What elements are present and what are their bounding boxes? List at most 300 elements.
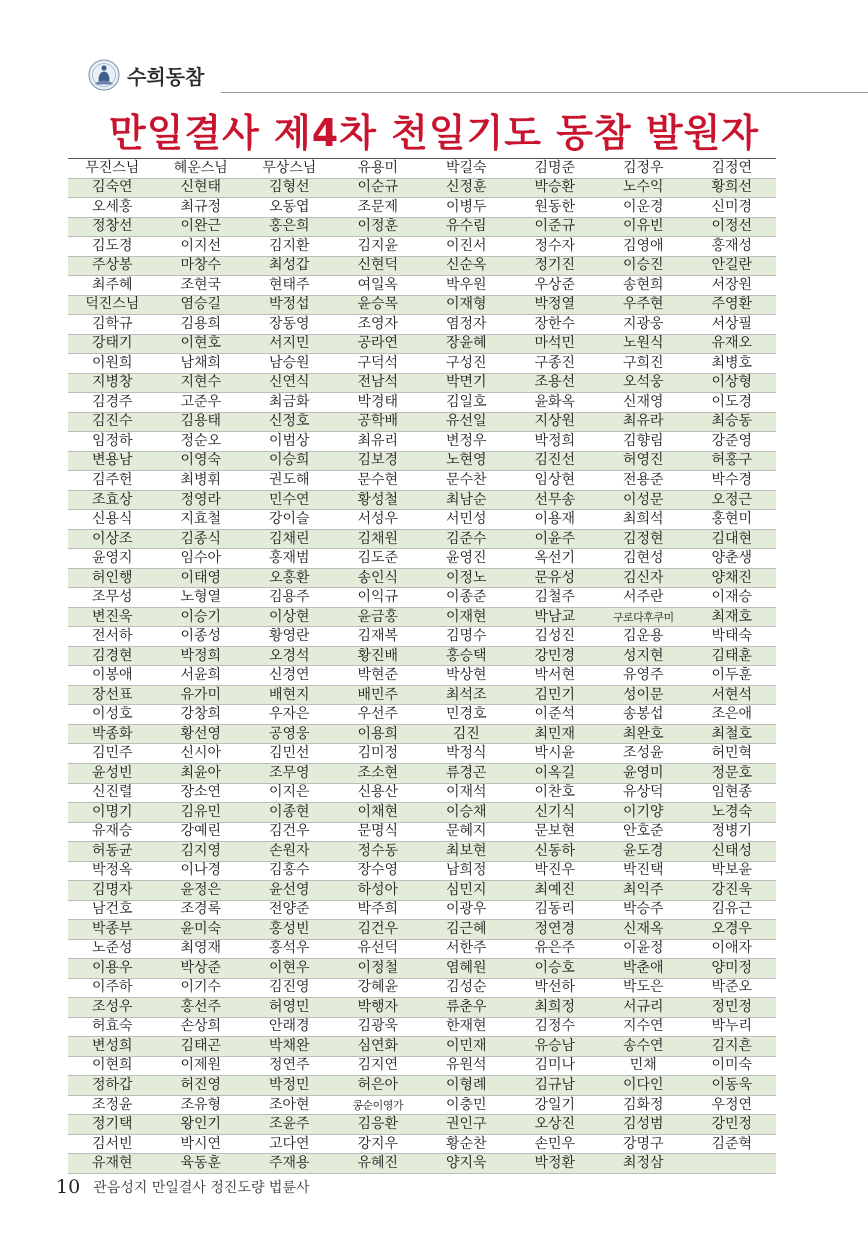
name-cell: 최완호 (599, 724, 688, 744)
name-cell: 신현태 (157, 178, 246, 198)
name-cell: 이윤정 (599, 939, 688, 959)
name-cell: 이정노 (422, 568, 511, 588)
name-cell: 문혜지 (422, 822, 511, 842)
name-cell: 이진서 (422, 237, 511, 257)
name-cell: 황영란 (245, 627, 334, 647)
name-cell: 허영진 (599, 451, 688, 471)
name-cell: 윤영진 (422, 549, 511, 569)
name-cell: 여일옥 (334, 276, 423, 296)
name-cell: 김건우 (245, 822, 334, 842)
name-cell: 김형선 (245, 178, 334, 198)
name-cell: 윤정은 (157, 881, 246, 901)
name-cell: 김태곤 (157, 1037, 246, 1057)
name-cell: 무상스님 (245, 159, 334, 179)
name-cell: 박종화 (68, 724, 157, 744)
name-cell: 황순찬 (422, 1134, 511, 1154)
name-cell: 혜운스님 (157, 159, 246, 179)
name-cell: 정하갑 (68, 1076, 157, 1096)
name-cell: 서한주 (422, 939, 511, 959)
name-cell: 조윤주 (245, 1115, 334, 1135)
name-cell: 이지은 (245, 783, 334, 803)
section-title: 수희동참 (127, 65, 205, 89)
table-row (68, 666, 776, 686)
name-cell: 서규리 (599, 998, 688, 1018)
name-cell: 임상현 (511, 471, 600, 491)
name-cell: 염승길 (157, 295, 246, 315)
name-cell: 신기식 (511, 803, 600, 823)
name-cell: 오석웅 (599, 373, 688, 393)
name-cell: 서민성 (422, 510, 511, 530)
name-cell: 조현국 (157, 276, 246, 296)
name-cell: 장윤혜 (422, 334, 511, 354)
name-cell: 이상조 (68, 529, 157, 549)
name-cell: 정병기 (688, 822, 777, 842)
name-cell: 박정섭 (245, 295, 334, 315)
name-cell: 이재형 (422, 295, 511, 315)
name-cell: 신경연 (245, 666, 334, 686)
name-cell: 김향림 (599, 432, 688, 452)
name-cell: 박진택 (599, 861, 688, 881)
name-cell: 김성범 (599, 1115, 688, 1135)
table-row (68, 412, 776, 432)
name-cell: 정연경 (511, 920, 600, 940)
name-cell: 윤영미 (599, 763, 688, 783)
name-cell: 김용주 (245, 588, 334, 608)
name-cell: 이완근 (157, 217, 246, 237)
name-cell: 서현석 (688, 685, 777, 705)
name-cell: 심연화 (334, 1037, 423, 1057)
name-cell: 박승환 (511, 178, 600, 198)
name-cell: 조은애 (688, 705, 777, 725)
name-cell: 공라연 (334, 334, 423, 354)
name-cell: 김지연 (334, 1056, 423, 1076)
name-cell: 강명구 (599, 1134, 688, 1154)
table-row (68, 1115, 776, 1135)
name-cell: 안래경 (245, 1017, 334, 1037)
name-cell: 신용식 (68, 510, 157, 530)
name-cell: 박남교 (511, 607, 600, 627)
name-cell: 이종현 (245, 803, 334, 823)
name-cell: 김명준 (511, 159, 600, 179)
name-cell: 김종식 (157, 529, 246, 549)
name-cell: 이지선 (157, 237, 246, 257)
table-row (68, 744, 776, 764)
name-cell: 정순오 (157, 432, 246, 452)
name-cell: 이찬호 (511, 783, 600, 803)
name-cell: 정민정 (688, 998, 777, 1018)
name-cell: 문유성 (511, 568, 600, 588)
name-cell: 류춘우 (422, 998, 511, 1018)
name-cell: 남채희 (157, 354, 246, 374)
name-cell: 우선주 (334, 705, 423, 725)
name-cell: 하성아 (334, 881, 423, 901)
name-cell: 우자은 (245, 705, 334, 725)
name-cell: 박승주 (599, 900, 688, 920)
name-cell: 양춘생 (688, 549, 777, 569)
name-cell: 강예린 (157, 822, 246, 842)
name-cell: 문수현 (334, 471, 423, 491)
name-cell: 주영환 (688, 295, 777, 315)
table-row (68, 803, 776, 823)
name-cell: 김지영 (157, 842, 246, 862)
name-cell: 이승호 (511, 959, 600, 979)
name-cell: 황선영 (157, 724, 246, 744)
table-row (68, 354, 776, 374)
name-cell: 김태훈 (688, 646, 777, 666)
name-cell: 최성갑 (245, 256, 334, 276)
name-cell: 박선하 (511, 978, 600, 998)
table-row (68, 178, 776, 198)
name-cell: 노경숙 (688, 803, 777, 823)
name-cell: 홍석우 (245, 939, 334, 959)
table-row (68, 998, 776, 1018)
name-cell: 이종성 (157, 627, 246, 647)
name-cell: 박진우 (511, 861, 600, 881)
table-row (68, 237, 776, 257)
name-cell: 전양준 (245, 900, 334, 920)
name-cell: 남승원 (245, 354, 334, 374)
table-row (68, 783, 776, 803)
name-cell: 옥선기 (511, 549, 600, 569)
name-cell: 구성진 (422, 354, 511, 374)
name-cell: 최보현 (422, 842, 511, 862)
name-cell: 전서하 (68, 627, 157, 647)
name-cell: 김주헌 (68, 471, 157, 491)
name-cell: 허동균 (68, 842, 157, 862)
name-cell: 조성윤 (599, 744, 688, 764)
name-cell: 박정희 (157, 646, 246, 666)
name-cell: 강지우 (334, 1134, 423, 1154)
name-cell: 이종준 (422, 588, 511, 608)
name-cell: 현태주 (245, 276, 334, 296)
name-cell: 신정호 (245, 412, 334, 432)
name-cell: 박현준 (334, 666, 423, 686)
table-row (68, 1095, 776, 1115)
name-cell: 공학배 (334, 412, 423, 432)
name-cell: 최희정 (511, 998, 600, 1018)
name-cell: 지효철 (157, 510, 246, 530)
name-cell: 유선덕 (334, 939, 423, 959)
name-cell: 이주하 (68, 978, 157, 998)
name-cell: 이충민 (422, 1095, 511, 1115)
name-cell: 강진욱 (688, 881, 777, 901)
name-cell: 김일호 (422, 393, 511, 413)
name-cell: 박종부 (68, 920, 157, 940)
name-cell: 이승기 (157, 607, 246, 627)
name-cell: 강일기 (511, 1095, 600, 1115)
name-cell: 이범상 (245, 432, 334, 452)
name-cell: 최승동 (688, 412, 777, 432)
name-cell: 김화정 (599, 1095, 688, 1115)
name-cell: 박수경 (688, 471, 777, 491)
name-cell: 문수찬 (422, 471, 511, 491)
name-cell: 김보경 (334, 451, 423, 471)
name-cell: 이현호 (157, 334, 246, 354)
name-cell: 유재오 (688, 334, 777, 354)
name-cell: 허진영 (157, 1076, 246, 1096)
name-cell: 임수아 (157, 549, 246, 569)
name-cell: 이현우 (245, 959, 334, 979)
name-cell: 윤미숙 (157, 920, 246, 940)
name-cell: 이운경 (599, 198, 688, 218)
name-cell: 최유리 (334, 432, 423, 452)
name-cell: 박길숙 (422, 159, 511, 179)
name-cell: 구로다후쿠미 (599, 607, 688, 627)
name-cell: 조유형 (157, 1095, 246, 1115)
name-cell: 최규정 (157, 198, 246, 218)
name-cell: 오세홍 (68, 198, 157, 218)
name-cell: 민채 (599, 1056, 688, 1076)
name-cell: 이옥길 (511, 763, 600, 783)
table-row (68, 842, 776, 862)
name-cell: 오정근 (688, 490, 777, 510)
name-cell: 김민선 (245, 744, 334, 764)
name-cell: 원동한 (511, 198, 600, 218)
name-cell: 김현성 (599, 549, 688, 569)
table-row (68, 432, 776, 452)
name-cell: 박행자 (334, 998, 423, 1018)
name-cell: 이채현 (334, 803, 423, 823)
name-cell: 정문호 (688, 763, 777, 783)
table-row (68, 1017, 776, 1037)
name-cell: 이제원 (157, 1056, 246, 1076)
name-cell: 송인식 (334, 568, 423, 588)
name-cell: 이익규 (334, 588, 423, 608)
name-cell: 서성우 (334, 510, 423, 530)
name-cell: 허인행 (68, 568, 157, 588)
name-cell: 윤화옥 (511, 393, 600, 413)
name-cell: 강혜윤 (334, 978, 423, 998)
name-cell: 민수연 (245, 490, 334, 510)
name-cell: 조영자 (334, 315, 423, 335)
name-cell: 염정자 (422, 315, 511, 335)
name-cell: 송봉섭 (599, 705, 688, 725)
name-cell: 유영주 (599, 666, 688, 686)
table-row (68, 920, 776, 940)
name-cell: 조아현 (245, 1095, 334, 1115)
name-cell: 강창희 (157, 705, 246, 725)
name-cell: 김미나 (511, 1056, 600, 1076)
name-cell: 김정수 (511, 1017, 600, 1037)
name-cell: 최윤아 (157, 763, 246, 783)
name-cell: 이기양 (599, 803, 688, 823)
table-row (68, 822, 776, 842)
table-row (68, 978, 776, 998)
table-row (68, 1154, 776, 1174)
name-cell: 구종진 (511, 354, 600, 374)
name-cell: 강민정 (688, 1115, 777, 1135)
name-cell: 강이슬 (245, 510, 334, 530)
table-row (68, 510, 776, 530)
name-cell: 임현종 (688, 783, 777, 803)
table-row (68, 334, 776, 354)
name-cell: 김경현 (68, 646, 157, 666)
name-cell: 오동엽 (245, 198, 334, 218)
name-cell: 조무성 (68, 588, 157, 608)
name-cell: 남희정 (422, 861, 511, 881)
name-cell: 유상덕 (599, 783, 688, 803)
table-row (68, 627, 776, 647)
name-cell: 허홍구 (688, 451, 777, 471)
table-row (68, 763, 776, 783)
name-cell: 김대현 (688, 529, 777, 549)
name-cell: 김응환 (334, 1115, 423, 1135)
name-cell: 이명기 (68, 803, 157, 823)
name-cell: 양채진 (688, 568, 777, 588)
name-cell: 최영재 (157, 939, 246, 959)
name-cell: 박우원 (422, 276, 511, 296)
name-cell: 최주혜 (68, 276, 157, 296)
name-cell: 조문제 (334, 198, 423, 218)
name-cell: 김용희 (157, 315, 246, 335)
name-cell: 박정환 (511, 1154, 600, 1174)
name-cell: 선무송 (511, 490, 600, 510)
name-cell: 박시연 (157, 1134, 246, 1154)
name-cell: 오경석 (245, 646, 334, 666)
table-row (68, 1056, 776, 1076)
name-cell: 손원자 (245, 842, 334, 862)
name-cell: 이승희 (245, 451, 334, 471)
name-cell: 이용재 (511, 510, 600, 530)
name-cell: 신시아 (157, 744, 246, 764)
name-cell: 노수익 (599, 178, 688, 198)
name-cell: 양미정 (688, 959, 777, 979)
name-cell: 심민지 (422, 881, 511, 901)
name-cell: 신정훈 (422, 178, 511, 198)
name-cell: 서주란 (599, 588, 688, 608)
name-cell: 박정식 (422, 744, 511, 764)
name-cell: 오경우 (688, 920, 777, 940)
name-cell: 김도준 (334, 549, 423, 569)
name-cell: 성지현 (599, 646, 688, 666)
name-cell: 김진선 (511, 451, 600, 471)
name-cell: 김규남 (511, 1076, 600, 1096)
table-row (68, 881, 776, 901)
name-cell: 육동훈 (157, 1154, 246, 1174)
name-cell: 정기진 (511, 256, 600, 276)
name-cell: 윤선영 (245, 881, 334, 901)
table-row (68, 724, 776, 744)
name-cell: 김명수 (422, 627, 511, 647)
name-cell: 지상원 (511, 412, 600, 432)
name-cell: 이재승 (688, 588, 777, 608)
name-cell: 김진수 (68, 412, 157, 432)
name-cell: 박춘애 (599, 959, 688, 979)
name-cell: 김영애 (599, 237, 688, 257)
name-cell: 이기수 (157, 978, 246, 998)
table-row (68, 939, 776, 959)
name-cell: 무진스님 (68, 159, 157, 179)
name-cell: 변용남 (68, 451, 157, 471)
name-cell: 박보윤 (688, 861, 777, 881)
name-cell: 우상준 (511, 276, 600, 296)
name-cell: 신현덕 (334, 256, 423, 276)
name-cell: 박시윤 (511, 744, 600, 764)
name-cell: 서지민 (245, 334, 334, 354)
name-cell: 손상희 (157, 1017, 246, 1037)
name-cell: 이재현 (422, 607, 511, 627)
name-cell: 김성진 (511, 627, 600, 647)
name-cell: 홍성빈 (245, 920, 334, 940)
name-cell: 이준규 (511, 217, 600, 237)
name-cell: 임정하 (68, 432, 157, 452)
name-cell: 이승채 (422, 803, 511, 823)
name-cell: 이두훈 (688, 666, 777, 686)
table-row (68, 256, 776, 276)
name-cell: 조성우 (68, 998, 157, 1018)
name-cell: 덕진스님 (68, 295, 157, 315)
name-cell: 장소연 (157, 783, 246, 803)
table-row (68, 315, 776, 335)
name-cell: 신재옥 (599, 920, 688, 940)
participant-names-table (68, 158, 776, 1174)
name-cell: 이준석 (511, 705, 600, 725)
name-cell: 김학규 (68, 315, 157, 335)
name-cell: 구덕석 (334, 354, 423, 374)
name-cell: 변정우 (422, 432, 511, 452)
table-row (68, 861, 776, 881)
name-cell: 왕인기 (157, 1115, 246, 1135)
name-cell: 유혜진 (334, 1154, 423, 1174)
table-row (68, 549, 776, 569)
name-cell: 서장원 (688, 276, 777, 296)
name-cell: 이용희 (334, 724, 423, 744)
name-cell: 박경태 (334, 393, 423, 413)
name-cell: 안길란 (688, 256, 777, 276)
name-cell: 조경록 (157, 900, 246, 920)
name-cell: 최병휘 (157, 471, 246, 491)
name-cell: 김재복 (334, 627, 423, 647)
name-cell: 이현희 (68, 1056, 157, 1076)
name-cell: 허은아 (334, 1076, 423, 1096)
table-row (68, 490, 776, 510)
table-row (68, 529, 776, 549)
name-cell: 김지흔 (688, 1037, 777, 1057)
name-cell: 장수영 (334, 861, 423, 881)
name-cell: 최재호 (688, 607, 777, 627)
table-row (68, 217, 776, 237)
name-cell: 박정희 (511, 432, 600, 452)
name-cell: 문보현 (511, 822, 600, 842)
name-cell: 박정민 (245, 1076, 334, 1096)
name-cell: 신연식 (245, 373, 334, 393)
name-cell: 윤승목 (334, 295, 423, 315)
name-cell: 류경곤 (422, 763, 511, 783)
name-cell: 최민재 (511, 724, 600, 744)
name-cell: 유승남 (511, 1037, 600, 1057)
name-cell: 김채린 (245, 529, 334, 549)
name-cell: 윤영지 (68, 549, 157, 569)
name-cell: 민경호 (422, 705, 511, 725)
name-cell: 황희선 (688, 178, 777, 198)
name-cell: 이용우 (68, 959, 157, 979)
name-cell: 김도경 (68, 237, 157, 257)
name-cell: 지병창 (68, 373, 157, 393)
name-cell: 성이문 (599, 685, 688, 705)
name-cell: 권도해 (245, 471, 334, 491)
name-cell: 최예진 (511, 881, 600, 901)
name-cell: 이상형 (688, 373, 777, 393)
name-cell: 콩순이영가 (334, 1095, 423, 1115)
name-cell: 김용태 (157, 412, 246, 432)
page-title: 만일결사 제4차 천일기도 동참 발원자 (109, 111, 759, 155)
name-cell: 이광우 (422, 900, 511, 920)
table-row (68, 393, 776, 413)
name-cell: 권인구 (422, 1115, 511, 1135)
table-row (68, 685, 776, 705)
name-cell: 김동리 (511, 900, 600, 920)
name-cell: 이유빈 (599, 217, 688, 237)
